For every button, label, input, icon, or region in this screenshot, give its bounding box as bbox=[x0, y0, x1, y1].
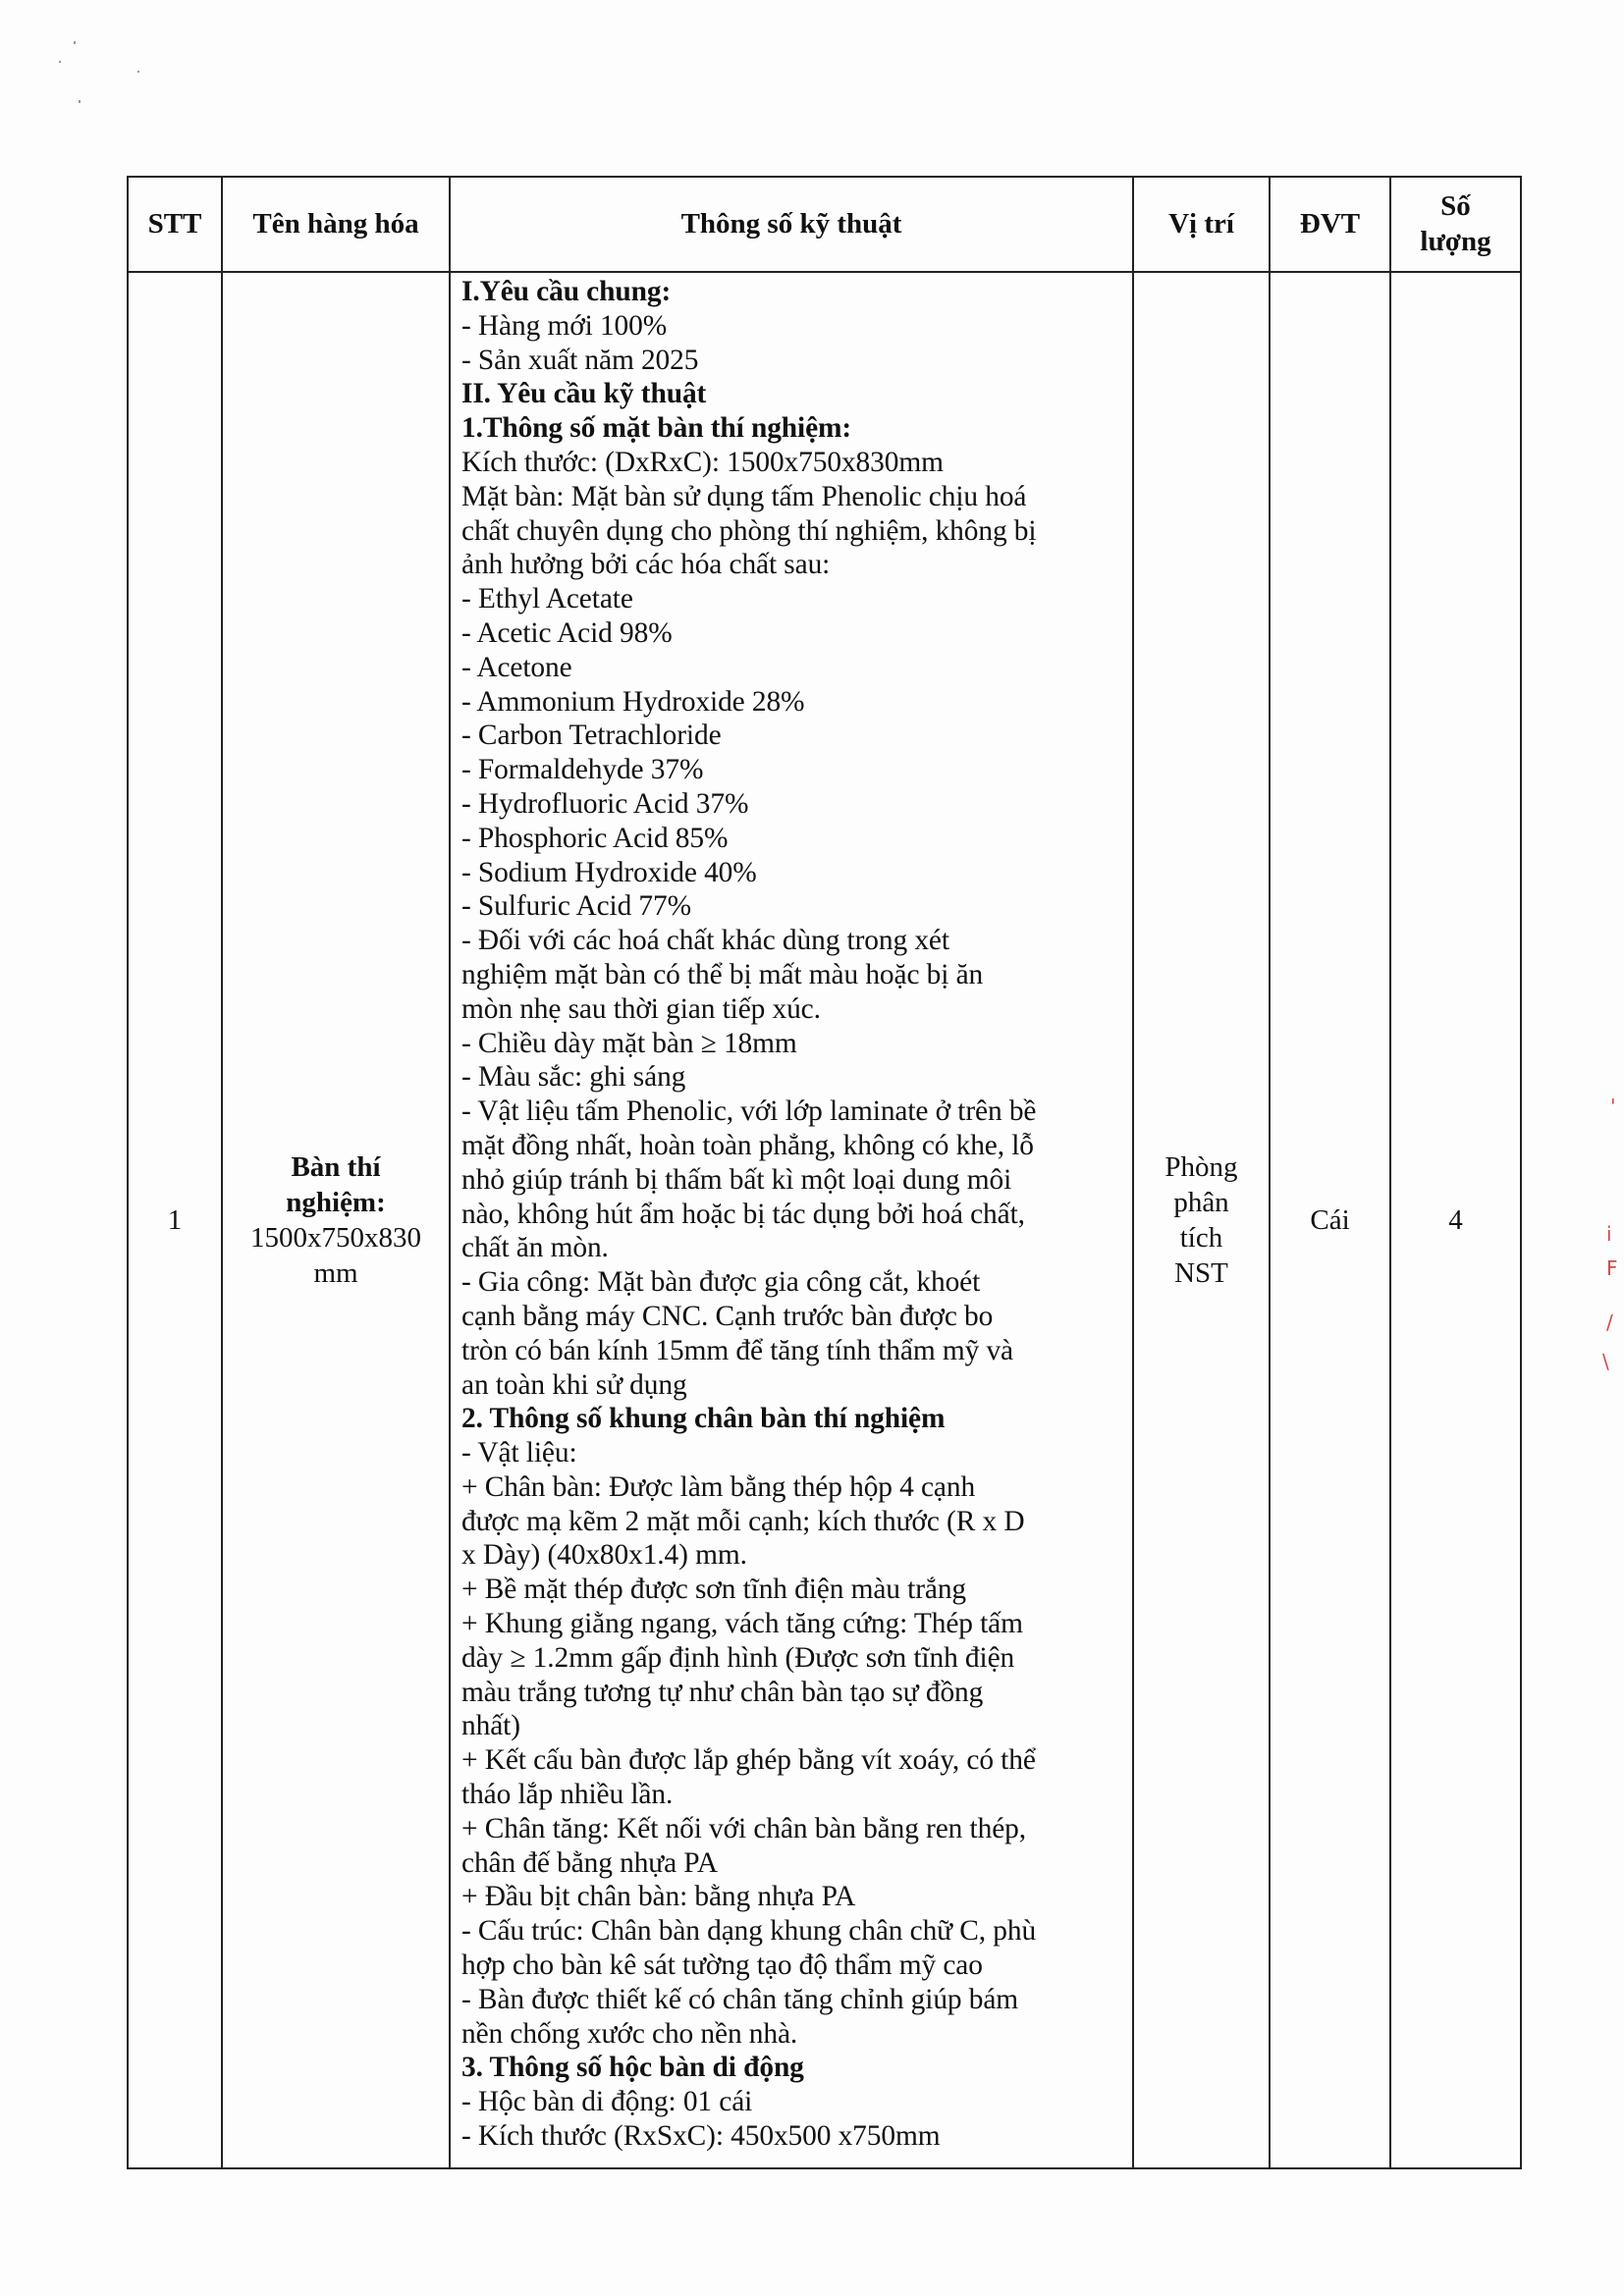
cell-stt: 1 bbox=[128, 272, 222, 2168]
spec-line: - Ethyl Acetate bbox=[461, 583, 633, 615]
location-line: NST bbox=[1174, 1257, 1228, 1289]
spec-line: màu trắng tương tự như chân bàn tạo sự đồng bbox=[461, 1676, 984, 1708]
stamp-edge-mark: ' bbox=[1610, 1095, 1616, 1118]
stamp-edge-mark: i bbox=[1606, 1222, 1612, 1246]
scan-speck bbox=[137, 71, 139, 73]
spec-line: - Sodium Hydroxide 40% bbox=[461, 856, 757, 888]
item-name-bold-line2: nghiệm: bbox=[286, 1187, 386, 1218]
spec-line: - Hộc bàn di động: 01 cái bbox=[461, 2086, 753, 2118]
header-quantity bbox=[1390, 177, 1521, 272]
spec-line: + Đầu bịt chân bàn: bằng nhựa PA bbox=[461, 1881, 856, 1913]
spec-line: Mặt bàn: Mặt bàn sử dụng tấm Phenolic chịu hoá bbox=[461, 480, 1027, 512]
cell-quantity: 4 bbox=[1390, 272, 1521, 2168]
cell-location bbox=[1133, 272, 1270, 2168]
spec-heading: 3. Thông số hộc bàn di động bbox=[461, 2052, 804, 2084]
scan-speck bbox=[59, 61, 61, 63]
cell-item-name bbox=[222, 272, 450, 2168]
scan-speck bbox=[74, 41, 76, 44]
spec-line: - Chiều dày mặt bàn ≥ 18mm bbox=[461, 1027, 797, 1059]
spec-line: - Formaldehyde 37% bbox=[461, 754, 704, 786]
spec-line: nền chống xước cho nền nhà. bbox=[461, 2017, 798, 2050]
cell-specifications bbox=[450, 272, 1133, 2168]
stamp-edge-mark: F bbox=[1606, 1256, 1618, 1280]
spec-line: tròn có bán kính 15mm để tăng tính thẩm mỹ và bbox=[461, 1334, 1013, 1366]
stamp-edge-mark: \ bbox=[1602, 1350, 1609, 1373]
spec-line: ảnh hưởng bởi các hóa chất sau: bbox=[461, 549, 831, 581]
spec-line: - Bàn được thiết kế có chân tăng chỉnh giúp bám bbox=[461, 1983, 1019, 2015]
spec-line: nào, không hút ẩm hoặc bị tác dụng bởi hoá chất, bbox=[461, 1198, 1025, 1230]
spec-line: hợp cho bàn kê sát tường tạo độ thẩm mỹ cao bbox=[461, 1949, 983, 1982]
specification-table bbox=[127, 176, 1522, 2169]
spec-line: - Carbon Tetrachloride bbox=[461, 720, 722, 752]
spec-line: + Chân tăng: Kết nối với chân bàn bằng ren thép, bbox=[461, 1812, 1026, 1844]
spec-line: - Gia công: Mặt bàn được gia công cắt, khoét bbox=[461, 1266, 981, 1299]
spec-line: - Hàng mới 100% bbox=[461, 309, 668, 342]
spec-line: được mạ kẽm 2 mặt mỗi cạnh; kích thước (R x D bbox=[461, 1505, 1025, 1537]
spec-line: - Sulfuric Acid 77% bbox=[461, 890, 691, 923]
spec-line: - Cấu trúc: Chân bàn dạng khung chân chữ C, phù bbox=[461, 1915, 1037, 1948]
spec-line: chân đế bằng nhựa PA bbox=[461, 1846, 718, 1879]
spec-line: + Bề mặt thép được sơn tĩnh điện màu trắng bbox=[461, 1574, 967, 1606]
spec-line: + Kết cấu bàn được lắp ghép bằng vít xoáy, có thể bbox=[461, 1744, 1036, 1777]
spec-line: - Kích thước (RxSxC): 450x500 x750mm bbox=[461, 2120, 941, 2153]
header-location: Vị trí bbox=[1133, 177, 1270, 272]
spec-line: nhất) bbox=[461, 1710, 520, 1742]
spec-heading: II. Yêu cầu kỹ thuật bbox=[461, 378, 707, 410]
spec-lines-container bbox=[461, 275, 1124, 2154]
header-quantity-line1: Số bbox=[1440, 190, 1471, 223]
spec-line: - Màu sắc: ghi sáng bbox=[461, 1061, 686, 1094]
spec-line: dày ≥ 1.2mm gấp định hình (Được sơn tĩnh điện bbox=[461, 1641, 1015, 1674]
spec-heading: 2. Thông số khung chân bàn thí nghiệm bbox=[461, 1403, 946, 1435]
header-stt: STT bbox=[128, 177, 222, 272]
spec-line: - Đối với các hoá chất khác dùng trong xét bbox=[461, 925, 949, 957]
header-item-name: Tên hàng hóa bbox=[222, 177, 450, 272]
spec-line: mặt đồng nhất, hoàn toàn phẳng, không có khe, lỗ bbox=[461, 1129, 1034, 1161]
spec-line: - Vật liệu tấm Phenolic, với lớp laminate ở trên bề bbox=[461, 1095, 1037, 1128]
stamp-edge-mark: / bbox=[1606, 1310, 1613, 1334]
spec-line: - Hydrofluoric Acid 37% bbox=[461, 787, 749, 820]
item-name-bold-line1: Bàn thí bbox=[291, 1151, 381, 1183]
table-header-row bbox=[128, 177, 1521, 272]
spec-line: - Acetone bbox=[461, 651, 572, 683]
header-unit: ĐVT bbox=[1270, 177, 1390, 272]
spec-heading: I.Yêu cầu chung: bbox=[461, 276, 672, 307]
location-line: phân bbox=[1173, 1187, 1229, 1218]
item-size-line1: 1500x750x830 bbox=[250, 1222, 421, 1254]
spec-line: - Acetic Acid 98% bbox=[461, 616, 673, 649]
spec-line: an toàn khi sử dụng bbox=[461, 1368, 687, 1401]
spec-line: - Vật liệu: bbox=[461, 1437, 577, 1469]
spec-line: nghiệm mặt bàn có thể bị mất màu hoặc bị ăn bbox=[461, 958, 984, 990]
cell-unit: Cái bbox=[1270, 272, 1390, 2168]
spec-line: nhỏ giúp tránh bị thấm bất kì một loại dung môi bbox=[461, 1163, 1012, 1196]
spec-line: + Chân bàn: Được làm bằng thép hộp 4 cạnh bbox=[461, 1470, 976, 1503]
table-row bbox=[128, 272, 1521, 2168]
spec-line: cạnh bằng máy CNC. Cạnh trước bàn được bo bbox=[461, 1300, 994, 1332]
spec-line: - Phosphoric Acid 85% bbox=[461, 822, 729, 854]
header-specifications: Thông số kỹ thuật bbox=[450, 177, 1133, 272]
spec-line: chất chuyên dụng cho phòng thí nghiệm, không bị bbox=[461, 514, 1037, 547]
spec-heading: 1.Thông số mặt bàn thí nghiệm: bbox=[461, 412, 852, 445]
spec-line: chất ăn mòn. bbox=[461, 1232, 609, 1264]
spec-line: mòn nhẹ sau thời gian tiếp xúc. bbox=[461, 992, 821, 1025]
item-size-line2: mm bbox=[313, 1257, 358, 1289]
scan-speck bbox=[79, 100, 81, 103]
spec-line: tháo lắp nhiều lần. bbox=[461, 1779, 674, 1811]
spec-line: - Sản xuất năm 2025 bbox=[461, 344, 699, 376]
header-quantity-line2: lượng bbox=[1420, 225, 1491, 257]
spec-line: x Dày) (40x80x1.4) mm. bbox=[461, 1539, 747, 1572]
spec-line: + Khung giằng ngang, vách tăng cứng: Thép tấm bbox=[461, 1608, 1023, 1640]
location-line: Phòng bbox=[1164, 1151, 1238, 1183]
spec-line: Kích thước: (DxRxC): 1500x750x830mm bbox=[461, 446, 944, 478]
spec-line: - Ammonium Hydroxide 28% bbox=[461, 685, 805, 718]
location-line: tích bbox=[1179, 1222, 1223, 1254]
